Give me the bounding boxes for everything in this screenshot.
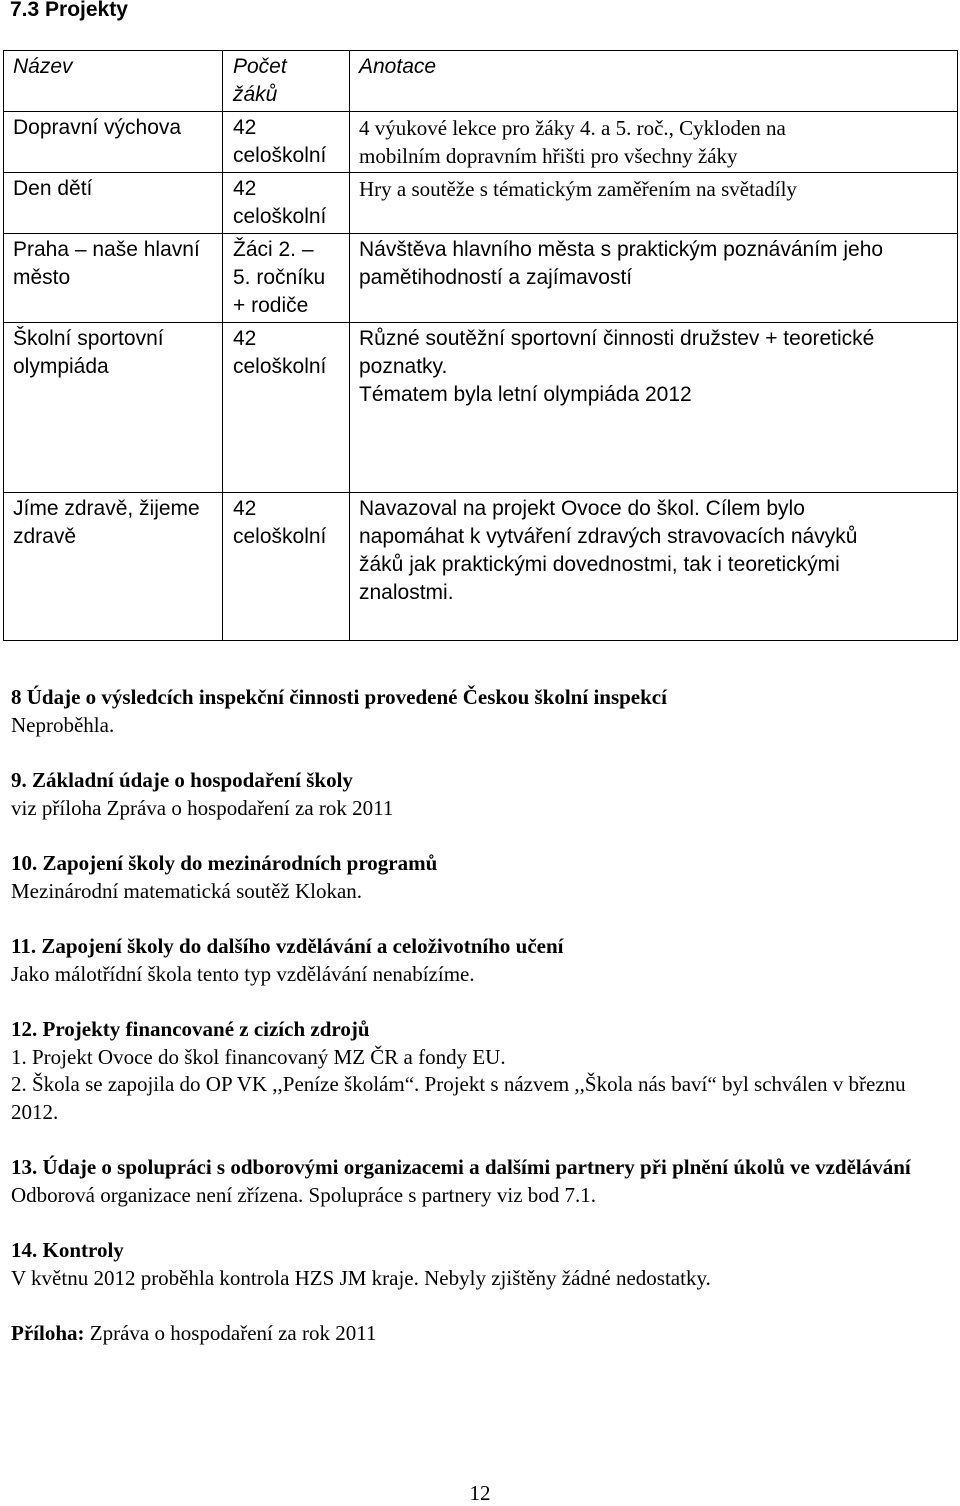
- section-10: [11, 850, 951, 905]
- projects-table: [3, 50, 958, 641]
- cell-text: Různé soutěžní sportovní činnosti družstev + teoretické: [359, 327, 875, 350]
- section-title: 11. Zapojení školy do dalšího vzdělávání a celoživotního učení: [11, 934, 564, 958]
- cell-nazev: [4, 112, 223, 173]
- cell-text: znalostmi.: [359, 581, 454, 604]
- table-header-row: [4, 51, 958, 112]
- cell-nazev: [4, 323, 223, 493]
- cell-anotace: [350, 112, 958, 173]
- cell-anotace: [350, 493, 958, 641]
- header-pocet: [223, 51, 350, 112]
- section-text: Mezinárodní matematická soutěž Klokan.: [11, 878, 363, 903]
- cell-text: Návštěva hlavního města s praktickým poznáváním jeho: [359, 238, 884, 261]
- report-sections: [11, 684, 951, 1376]
- cell-pocet: [223, 234, 350, 323]
- section-heading: 7.3 Projekty: [10, 0, 128, 21]
- section-title: 9. Základní údaje o hospodaření školy: [11, 768, 353, 792]
- section-title: 14. Kontroly: [11, 1238, 124, 1262]
- section-title: 13. Údaje o spolupráci s odborovými organizacemi a dalšími partnery při plnění úkolů ve vzdělávání: [11, 1155, 911, 1179]
- section-text: Odborová organizace není zřízena. Spolupráce s partnery viz bod 7.1.: [11, 1182, 597, 1207]
- cell-anotace: [350, 234, 958, 323]
- cell-text: celoškolní: [233, 144, 327, 167]
- cell-text: Jíme zdravě, žijeme: [13, 497, 200, 520]
- cell-text: celoškolní: [233, 205, 327, 228]
- cell-text: poznatky.: [359, 355, 448, 378]
- cell-text: napomáhat k vytváření zdravých stravovacích návyků: [359, 525, 858, 548]
- section-text: V květnu 2012 proběhla kontrola HZS JM kraje. Nebyly zjištěny žádné nedostatky.: [11, 1265, 711, 1290]
- cell-text: + rodiče: [233, 294, 309, 317]
- cell-text: Žáci 2. –: [233, 238, 314, 261]
- header-pocet-line1: Počet: [233, 55, 287, 78]
- table-row: [4, 493, 958, 641]
- table-row: [4, 112, 958, 173]
- cell-text: žáků jak praktickými dovednostmi, tak i teoretickými: [359, 553, 840, 576]
- cell-text: olympiáda: [13, 355, 109, 378]
- cell-anotace: [350, 323, 958, 493]
- section-text: viz příloha Zpráva o hospodaření za rok 2011: [11, 795, 394, 820]
- cell-pocet: [223, 323, 350, 493]
- cell-nazev: [4, 493, 223, 641]
- cell-nazev: [4, 173, 223, 234]
- cell-text: 5. ročníku: [233, 266, 326, 289]
- attachment-text: Zpráva o hospodaření za rok 2011: [84, 1321, 377, 1345]
- section-12: [11, 1016, 951, 1126]
- cell-pocet: [223, 112, 350, 173]
- cell-text: 42: [233, 177, 257, 200]
- cell-text: město: [13, 266, 71, 289]
- section-title: 12. Projekty financované z cizích zdrojů: [11, 1017, 370, 1041]
- section-14: [11, 1237, 951, 1292]
- section-11: [11, 933, 951, 988]
- attachment: [11, 1320, 951, 1348]
- section-title: 8 Údaje o výsledcích inspekční činnosti provedené Českou školní inspekcí: [11, 685, 667, 709]
- section-13: [11, 1154, 951, 1209]
- table-row: [4, 173, 958, 234]
- section-text: Jako málotřídní škola tento typ vzdělávání nenabízíme.: [11, 961, 475, 986]
- cell-nazev: [4, 234, 223, 323]
- section-text: Neproběhla.: [11, 712, 115, 737]
- cell-text: celoškolní: [233, 525, 327, 548]
- cell-text: Navazoval na projekt Ovoce do škol. Cílem bylo: [359, 497, 805, 520]
- section-8: [11, 684, 951, 739]
- header-anotace: Anotace: [350, 51, 958, 112]
- section-text: 2. Škola se zapojila do OP VK ,,Peníze školám“. Projekt s názvem ,,Škola nás baví“ byl schválen v březnu 2012.: [11, 1072, 906, 1124]
- cell-pocet: [223, 493, 350, 641]
- attachment-label: Příloha:: [11, 1321, 85, 1345]
- section-title: 10. Zapojení školy do mezinárodních programů: [11, 851, 438, 875]
- cell-anotace: [350, 173, 958, 234]
- cell-text: Školní sportovní: [13, 327, 164, 350]
- cell-pocet: [223, 173, 350, 234]
- page-number: 12: [469, 1481, 491, 1505]
- section-text: 1. Projekt Ovoce do škol financovaný MZ ČR a fondy EU.: [11, 1044, 506, 1069]
- cell-text: pamětihodností a zajímavostí: [359, 266, 633, 289]
- cell-text: Den dětí: [13, 177, 93, 200]
- cell-text: mobilním dopravním hřišti pro všechny žáky: [359, 144, 738, 168]
- cell-text: 4 výukové lekce pro žáky 4. a 5. roč., Cykloden na: [359, 116, 786, 140]
- cell-text: 42: [233, 116, 257, 139]
- header-nazev: Název: [4, 51, 223, 112]
- cell-text: Hry a soutěže s tématickým zaměřením na světadíly: [359, 177, 797, 201]
- header-pocet-line2: žáků: [233, 83, 278, 106]
- table-row: [4, 323, 958, 493]
- cell-text: zdravě: [13, 525, 77, 548]
- cell-text: Tématem byla letní olympiáda 2012: [359, 383, 692, 406]
- cell-text: 42: [233, 327, 257, 350]
- cell-text: Dopravní výchova: [13, 116, 182, 139]
- section-9: [11, 767, 951, 822]
- cell-text: Praha – naše hlavní: [13, 238, 200, 261]
- cell-text: celoškolní: [233, 355, 327, 378]
- cell-text: 42: [233, 497, 257, 520]
- table-row: [4, 234, 958, 323]
